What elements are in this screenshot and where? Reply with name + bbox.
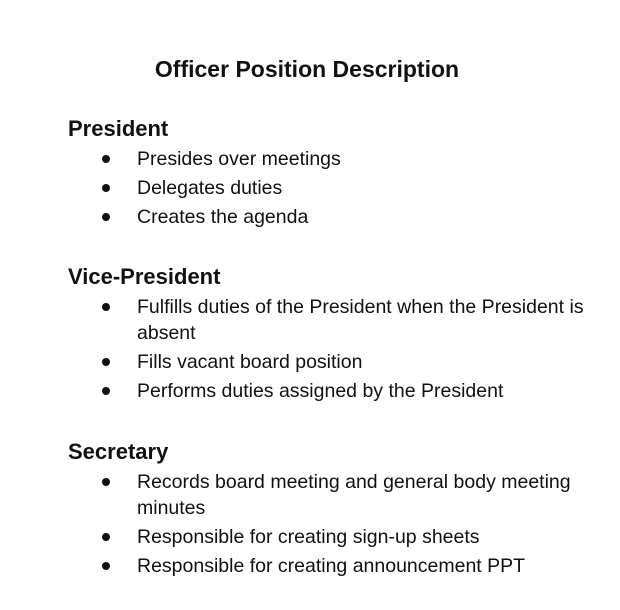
list-item: [68, 294, 608, 346]
bullet-dot-icon: [102, 303, 110, 311]
list-item: [68, 146, 608, 172]
list-item: [68, 524, 608, 550]
bullet-dot-icon: [102, 533, 110, 541]
section-vice-president: [68, 262, 608, 407]
list-item-text: Delegates duties: [137, 177, 283, 199]
list-item: [68, 349, 608, 375]
bullet-dot-icon: [102, 155, 110, 163]
list-item-text: Records board meeting and general body meeting minutes: [137, 471, 571, 519]
bullet-list-vice-president: [68, 294, 608, 404]
section-president: [68, 114, 608, 233]
bullet-dot-icon: [102, 184, 110, 192]
section-heading-secretary: Secretary: [68, 439, 169, 464]
list-item: [68, 204, 608, 230]
section-secretary: [68, 437, 608, 582]
bullet-list-secretary: [68, 469, 608, 579]
list-item-text: Presides over meetings: [137, 148, 341, 170]
bullet-dot-icon: [102, 562, 110, 570]
list-item-text: Fills vacant board position: [137, 351, 363, 373]
list-item-text: Fulfills duties of the President when the President is absent: [137, 296, 584, 344]
bullet-dot-icon: [102, 478, 110, 486]
list-item-text: Responsible for creating announcement PPT: [137, 555, 526, 577]
section-heading-president: President: [68, 116, 169, 141]
list-item: [68, 175, 608, 201]
list-item-text: Performs duties assigned by the President: [137, 380, 504, 402]
list-item-text: Creates the agenda: [137, 206, 309, 228]
bullet-dot-icon: [102, 213, 110, 221]
bullet-dot-icon: [102, 358, 110, 366]
bullet-list-president: [68, 146, 608, 230]
list-item: [68, 378, 608, 404]
section-heading-vice-president: Vice-President: [68, 264, 221, 289]
page-title: Officer Position Description: [154, 56, 460, 82]
list-item: [68, 469, 608, 521]
list-item-text: Responsible for creating sign-up sheets: [137, 526, 480, 548]
bullet-dot-icon: [102, 387, 110, 395]
list-item: [68, 553, 608, 579]
